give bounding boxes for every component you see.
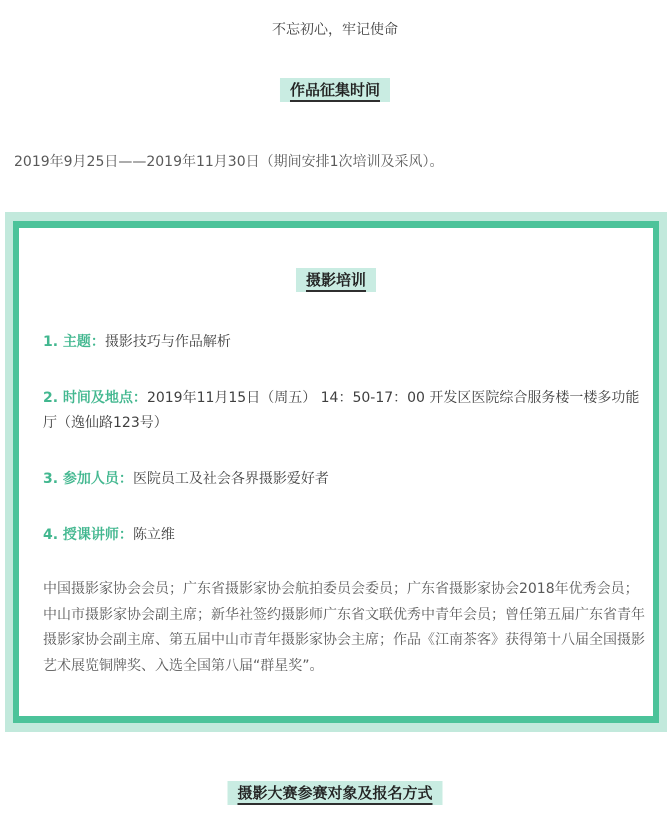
training-frame bbox=[5, 212, 667, 732]
section-heading-collection-time bbox=[280, 78, 390, 102]
training-item-time-place bbox=[43, 386, 647, 436]
training-frame-border bbox=[13, 221, 659, 723]
training-item-value: 医院员工及社会各界摄影爱好者 bbox=[132, 471, 329, 487]
training-item-topic bbox=[43, 330, 647, 355]
training-item-value: 2019年11月15日（周五） 14：50-17：00 开发区医院综合服务楼一楼多功能厅（逸仙路123号） bbox=[43, 390, 640, 431]
training-item-key: 2. 时间及地点： bbox=[43, 390, 147, 406]
training-item-lecturer bbox=[43, 523, 647, 548]
training-item-value: 摄影技巧与作品解析 bbox=[104, 334, 231, 350]
training-item-participants bbox=[43, 467, 647, 492]
motto-text: 不忘初心，牢记使命 bbox=[272, 22, 398, 38]
training-item-key: 3. 参加人员： bbox=[43, 471, 133, 487]
collection-period-text: 2019年9月25日——2019年11月30日（期间安排1次培训及采风）。 bbox=[14, 154, 444, 170]
training-item-value: 陈立维 bbox=[132, 527, 175, 543]
section-heading-label: 作品征集时间 bbox=[290, 80, 380, 102]
section-heading-training bbox=[296, 268, 376, 292]
training-card bbox=[19, 228, 653, 716]
section-heading-label: 摄影大赛参赛对象及报名方式 bbox=[237, 783, 432, 805]
section-heading-label: 摄影培训 bbox=[306, 270, 366, 292]
section-heading-entry-method bbox=[227, 781, 442, 805]
lecturer-bio-text: 中国摄影家协会会员；广东省摄影家协会航拍委员会委员；广东省摄影家协会2018年优秀会员；中山市摄影家协会副主席；新华社签约摄影师广东省文联优秀中青年会员；曾任第五届广东省青年摄影家协会副主席、第五届中山市青年摄影家协会主席；作品《江南茶客》获得第十八届全国摄影艺术展览铜牌奖、入选全国第八届“群星奖”。 bbox=[43, 581, 645, 674]
training-item-key: 4. 授课讲师： bbox=[43, 527, 133, 543]
training-item-key: 1. 主题： bbox=[43, 334, 105, 350]
